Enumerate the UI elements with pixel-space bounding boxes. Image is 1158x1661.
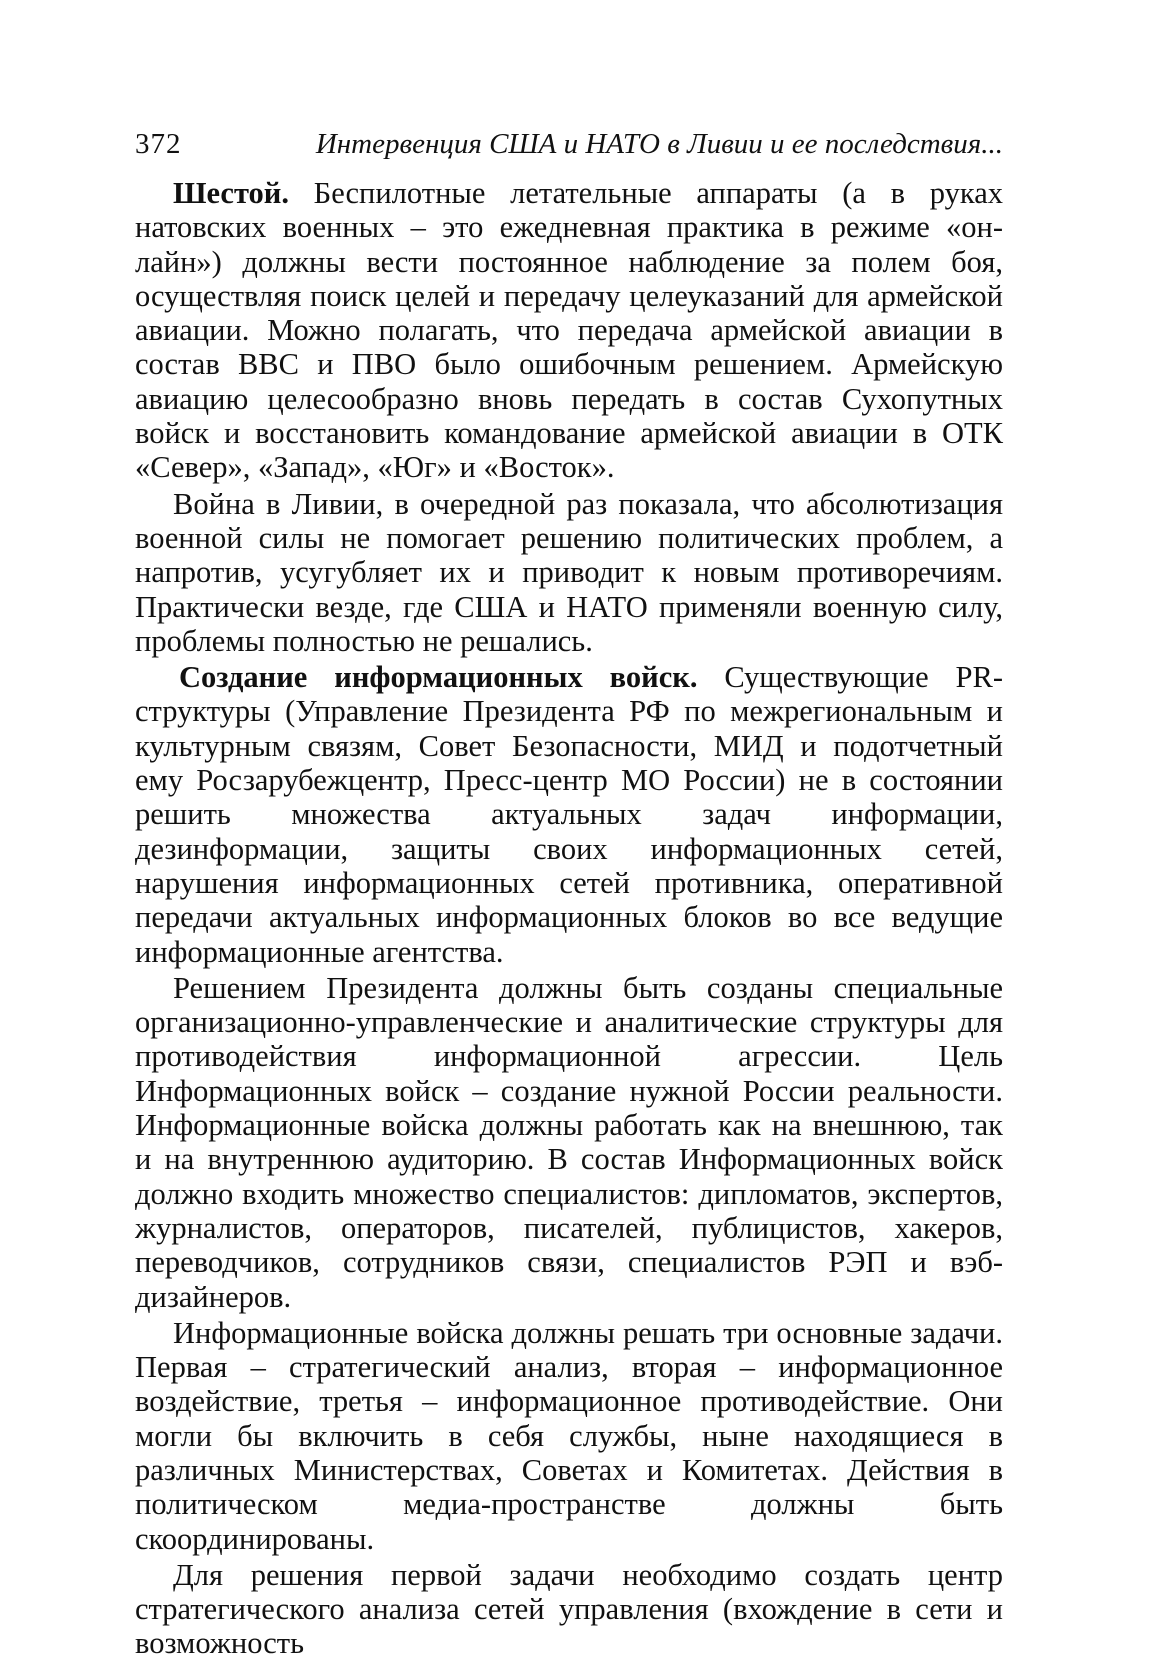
running-title: Интервенция США и НАТО в Ливии и ее последствия... — [315, 128, 1003, 160]
paragraph-body: Информационные войска должны решать три основные задачи. Первая – стратегический анализ, вторая – информационное воздействие, третья – информационное противодействие. Они могли бы включить в себя службы, ныне находящиеся в различных Министерствах, Советах и Комитетах. Действия в политическом медиа-пространстве должны быть скоординированы. — [135, 1315, 1003, 1556]
paragraph-first-task — [135, 1558, 1003, 1661]
paragraph-lead: Шестой. — [173, 176, 289, 210]
book-page — [135, 124, 1003, 1661]
paragraph-lead: Создание информационных войск. — [179, 660, 698, 695]
paragraph-body: Существующие PR-структуры (Управление Президента РФ по межрегиональным и культурным связям, Совет Безопасности, МИД и подотчетный ему Росзарубежцентр, Пресс-центр МО России) не в состоянии решить множества актуальных задач информации, дезинформации, защиты своих информационных сетей, нарушения информационных сетей противника, оперативной передачи актуальных информационных блоков во все ведущие информационные агентства. — [135, 660, 1003, 969]
paragraph-president-decision — [135, 971, 1003, 1314]
paragraph-body: Для решения первой задачи необходимо создать центр стратегического анализа сетей управления (вхождение в сети и возможность — [135, 1557, 1003, 1661]
paragraph-three-tasks — [135, 1316, 1003, 1556]
page-number: 372 — [135, 128, 182, 160]
paragraph-libya-war — [135, 487, 1003, 658]
paragraph-body: Решением Президента должны быть созданы специальные организационно-управленческие и аналитические структуры для противодействия информационной агрессии. Цель Информационных войск – создание нужной России реальности. Информационные войска должны работать как на внешнюю, так и на внутреннюю аудиторию. В состав Информационных войск должно входить множество специалистов: дипломатов, экспертов, журналистов, операторов, писателей, публицистов, хакеров, переводчиков, сотрудников связи, специалистов РЭП и вэб-дизайнеров. — [135, 970, 1003, 1314]
paragraph-sixth — [135, 176, 1003, 485]
running-head — [135, 124, 1003, 164]
paragraph-information-troops — [135, 660, 1003, 969]
paragraph-body: Война в Ливии, в очередной раз показала, что абсолютизация военной силы не помогает решению политических проблем, а напротив, усугубляет их и приводит к новым противоречиям. Практически везде, где США и НАТО применяли военную силу, проблемы полностью не решались. — [135, 486, 1003, 658]
paragraph-body: Беспилотные летательные аппараты (а в руках натовских военных – это ежедневная практика в режиме «он-лайн») должны вести постоянное наблюдение за полем боя, осуществляя поиск целей и передачу целеуказаний для армейской авиации. Можно полагать, что передача армейской авиации в состав ВВС и ПВО было ошибочным решением. Армейскую авиацию целесообразно вновь передать в состав Сухопутных войск и восстановить командование армейской авиации в ОТК «Север», «Запад», «Юг» и «Восток». — [135, 176, 1003, 485]
